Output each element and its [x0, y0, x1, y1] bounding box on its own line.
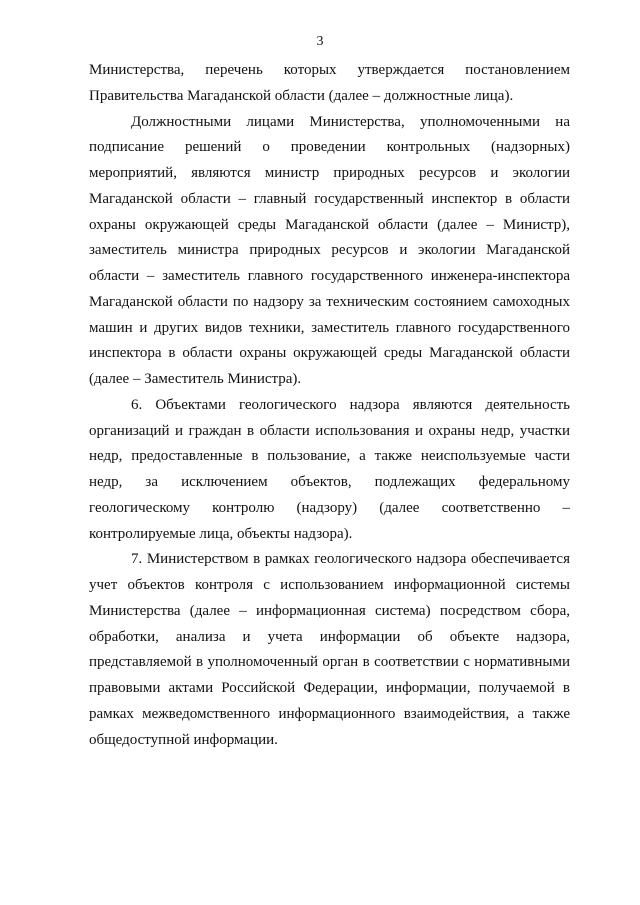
paragraph-continuation: Министерства, перечень которых утверждается постановлением Правительства Магаданской области (далее – должностные лица).	[89, 62, 570, 104]
paragraph-7-accounting: 7. Министерством в рамках геологического надзора обеспечивается учет объектов контроля с использованием информационной системы Министерства (далее – информационная система) посредством сбора, обработки, анализа и учета информации об объекте надзора, представляемой в уполномоченный орган в соответствии с нормативными правовыми актами Российской Федерации, информации, получаемой в рамках межведомственного информационного взаимодействия, а также общедоступной информации.	[89, 551, 570, 748]
page-number: 3	[316, 34, 324, 49]
paragraph-6-objects: 6. Объектами геологического надзора являются деятельность организаций и граждан в области использования и охраны недр, участки недр, предоставленные в пользование, а также неиспользуемые части недр, за исключением объектов, подлежащих федеральному геологическому контролю (надзору) (далее соответственно – контролируемые лица, объекты надзора).	[89, 396, 570, 542]
paragraph-officials: Должностными лицами Министерства, уполномоченными на подписание решений о проведении контрольных (надзорных) мероприятий, являются министр природных ресурсов и экологии Магаданской области – главный государственный инспектор в области охраны окружающей среды Магаданской области (далее – Министр), заместитель министра природных ресурсов и экологии Магаданской области – заместитель главного государственного инженера-инспектора Магаданской области по надзору за техническим состоянием самоходных машин и других видов техники, заместитель главного государственного инспектора в области охраны окружающей среды Магаданской области (далее – Заместитель Министра).	[89, 113, 570, 387]
document-body	[89, 58, 570, 753]
